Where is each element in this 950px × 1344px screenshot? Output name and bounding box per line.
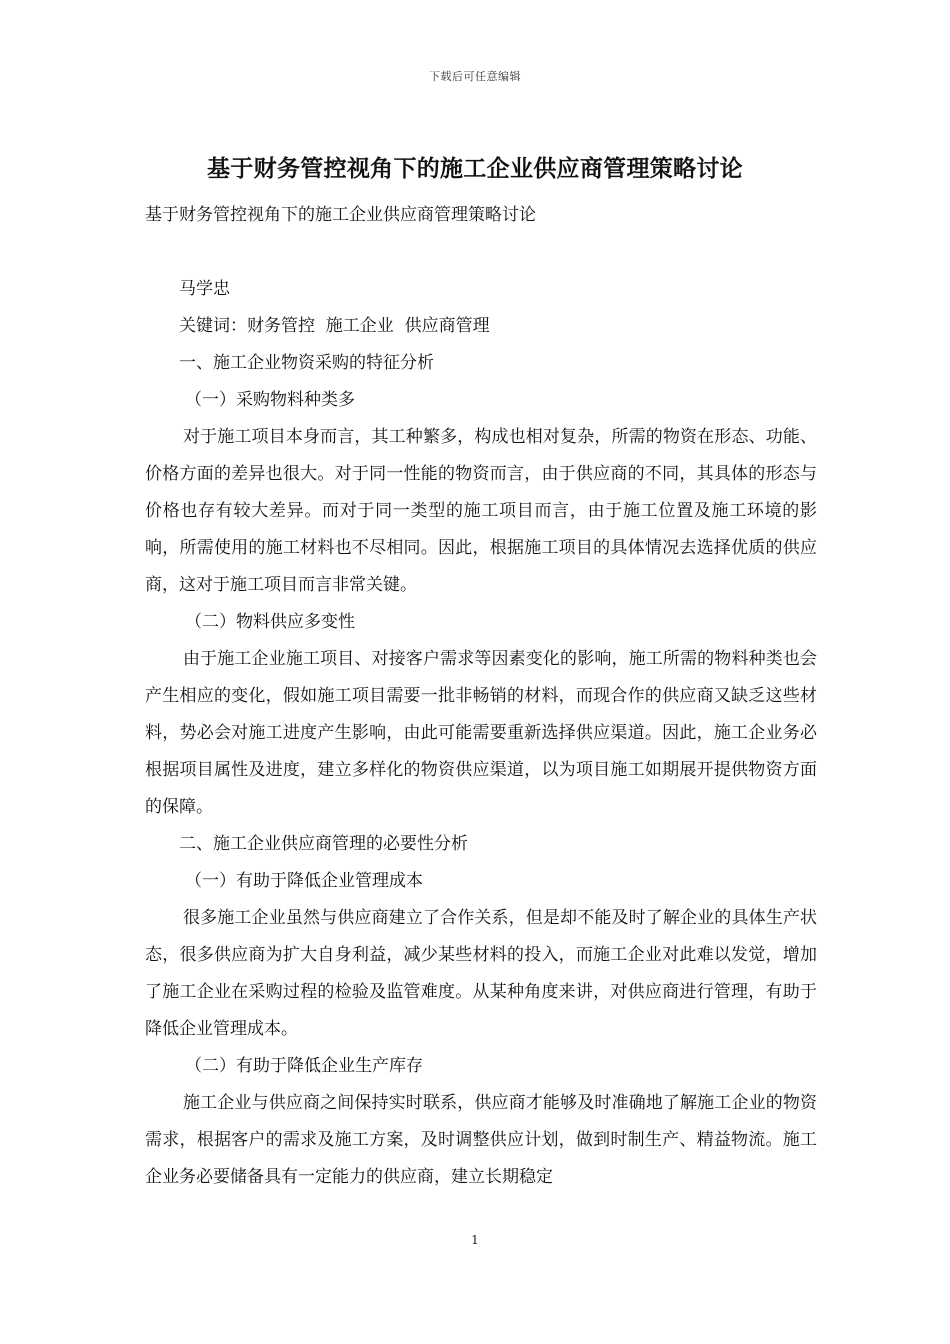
section-2-sub-1-heading: （一）有助于降低企业管理成本 xyxy=(185,871,423,891)
document-title: 基于财务管控视角下的施工企业供应商管理策略讨论 xyxy=(207,155,743,182)
section-2-sub-2-paragraph: 施工企业与供应商之间保持实时联系，供应商才能够及时准确地了解施工企业的物资需求，根据客户的需求及施工方案，及时调整供应计划，做到时制生产、精益物流。施工企业务必要储备具有一定能力的供应商，建立长期稳定 xyxy=(145,1093,817,1187)
section-2-sub-1-paragraph: 很多施工企业虽然与供应商建立了合作关系，但是却不能及时了解企业的具体生产状态，很多供应商为扩大自身利益，减少某些材料的投入，而施工企业对此难以发觉，增加了施工企业在采购过程的检验及监管难度。从某种角度来讲，对供应商进行管理，有助于降低企业管理成本。 xyxy=(145,908,817,1039)
page-number: 1 xyxy=(471,1233,479,1247)
page-header-note: 下载后可任意编辑 xyxy=(429,70,521,83)
section-1-heading: 一、施工企业物资采购的特征分析 xyxy=(179,353,434,373)
blank-line xyxy=(145,234,817,271)
section-1-sub-2-heading: （二）物料供应多变性 xyxy=(185,612,355,632)
keywords-line: 关键词：财务管控 施工企业 供应商管理 xyxy=(179,316,490,336)
document-subtitle: 基于财务管控视角下的施工企业供应商管理策略讨论 xyxy=(145,205,536,225)
section-1-sub-1-heading: （一）采购物料种类多 xyxy=(185,390,355,410)
author-name: 马学忠 xyxy=(179,279,230,299)
section-2-sub-2-heading: （二）有助于降低企业生产库存 xyxy=(185,1056,423,1076)
section-1-sub-2-paragraph: 由于施工企业施工项目、对接客户需求等因素变化的影响，施工所需的物料种类也会产生相应的变化，假如施工项目需要一批非畅销的材料，而现合作的供应商又缺乏这些材料，势必会对施工进度产生影响，由此可能需要重新选择供应渠道。因此，施工企业务必根据项目属性及进度，建立多样化的物资供应渠道，以为项目施工如期展开提供物资方面的保障。 xyxy=(145,649,817,817)
section-2-heading: 二、施工企业供应商管理的必要性分析 xyxy=(179,834,468,854)
section-1-sub-1-paragraph: 对于施工项目本身而言，其工种繁多，构成也相对复杂，所需的物资在形态、功能、价格方面的差异也很大。对于同一性能的物资而言，由于供应商的不同，其具体的形态与价格也存有较大差异。而对于同一类型的施工项目而言，由于施工位置及施工环境的影响，所需使用的施工材料也不尽相同。因此，根据施工项目的具体情况去选择优质的供应商，这对于施工项目而言非常关键。 xyxy=(145,427,817,595)
document-body xyxy=(145,197,817,1196)
